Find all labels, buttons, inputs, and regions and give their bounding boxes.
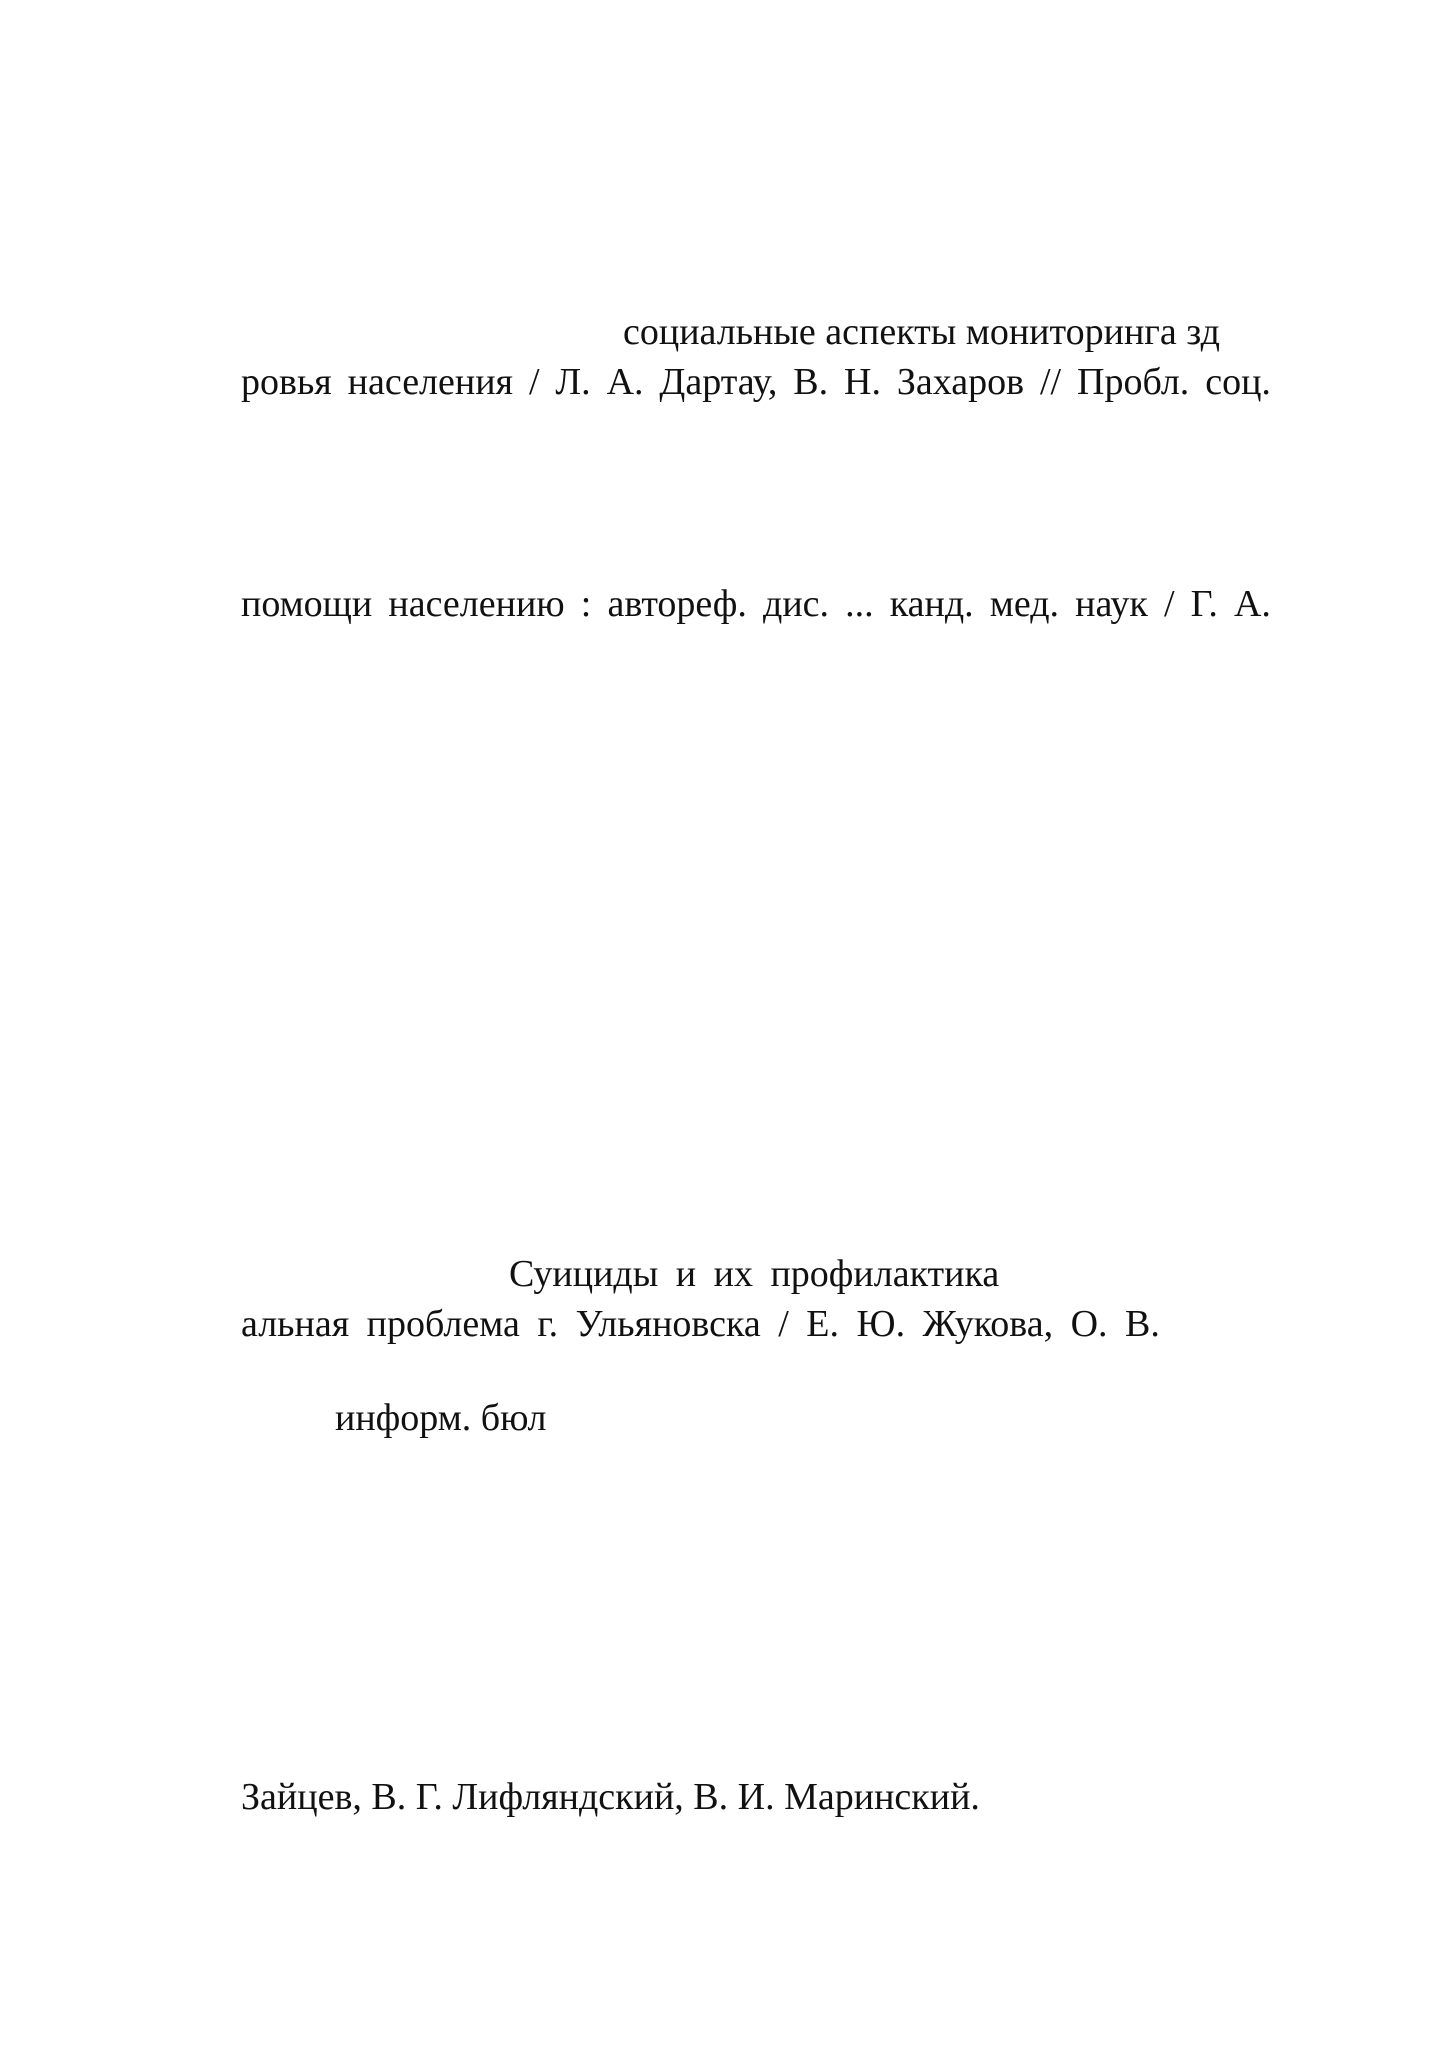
word: Дартау,: [659, 361, 778, 403]
text-line-4: Суициды и их профилактика: [509, 1253, 1000, 1295]
word: ровья: [241, 361, 332, 403]
text-line-5: альная проблема г. Ульяновска / Е. Ю. Жукова, О. В.: [241, 1303, 1160, 1345]
word: мед.: [989, 583, 1060, 625]
word: соц.: [1205, 361, 1271, 403]
text-line-3: [241, 582, 1271, 626]
word: //: [1040, 361, 1062, 403]
word: помощи: [241, 583, 373, 625]
word: населения: [347, 361, 514, 403]
word: населению: [388, 583, 565, 625]
text-line-2: [241, 360, 1271, 404]
word: Захаров: [896, 361, 1025, 403]
word: :: [580, 583, 592, 625]
word: /: [528, 361, 540, 403]
word: В.: [793, 361, 829, 403]
word: Пробл.: [1077, 361, 1190, 403]
word: Л.: [555, 361, 591, 403]
text-line-7: Зайцев, В. Г. Лифляндский, В. И. Маринский.: [241, 1776, 980, 1818]
word: автореф.: [607, 583, 747, 625]
word: Г.: [1190, 583, 1218, 625]
text-line-6: информ. бюл: [335, 1397, 547, 1439]
word: А.: [606, 361, 644, 403]
text-line-1: социальные аспекты мониторинга зд: [623, 311, 1220, 353]
word: канд.: [889, 583, 974, 625]
word: А.: [1233, 583, 1271, 625]
word: ...: [845, 583, 874, 625]
word: наук: [1075, 583, 1148, 625]
word: Н.: [844, 361, 881, 403]
word: /: [1164, 583, 1175, 625]
word: дис.: [762, 583, 830, 625]
